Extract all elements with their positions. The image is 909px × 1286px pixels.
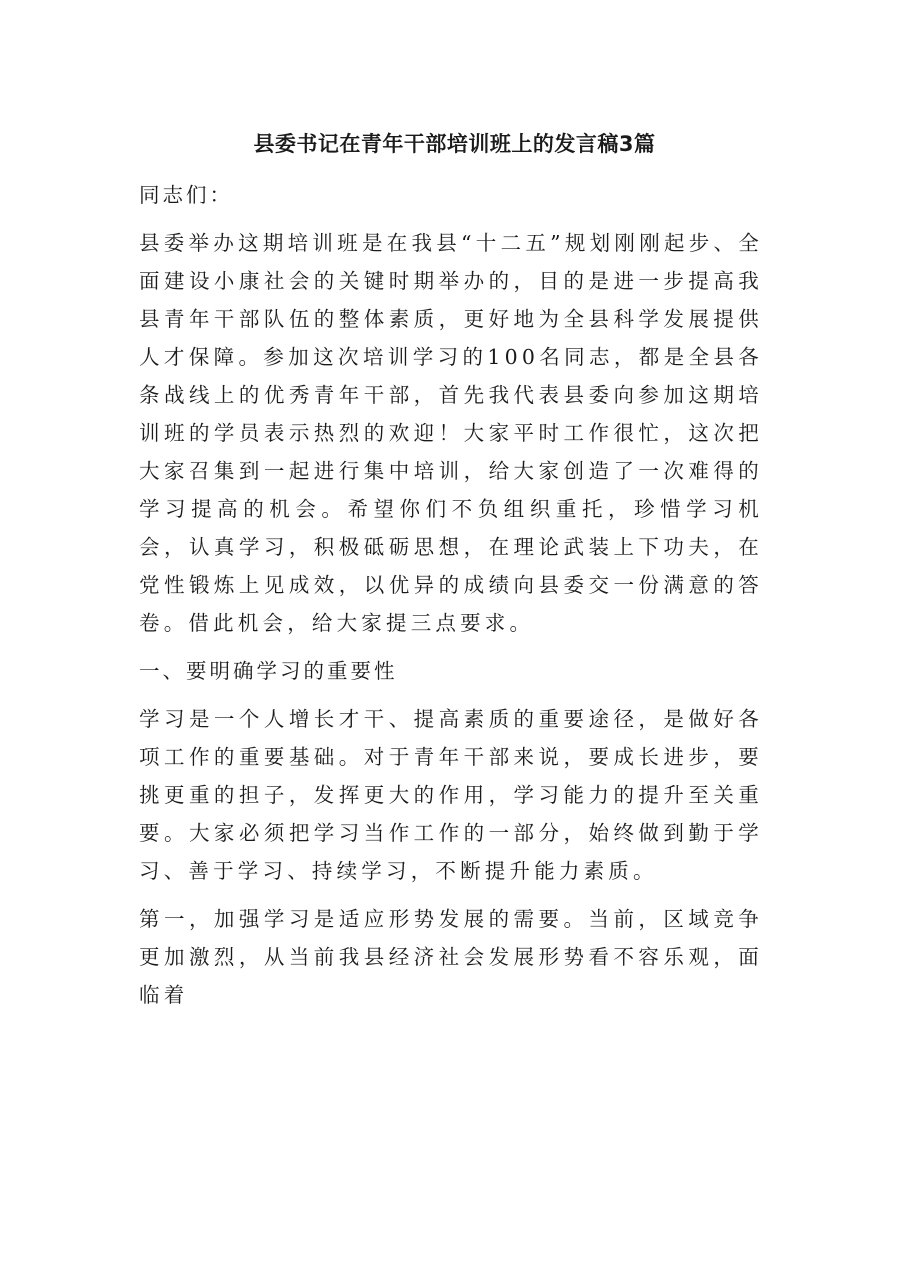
document-body (139, 176, 763, 1024)
document-title: 县委书记在青年干部培训班上的发言稿3篇 (253, 132, 656, 156)
section-1-paragraph: 学习是一个人增长才干、提高素质的重要途径，是做好各项工作的重要基础。对于青年干部来说，要成长进步，要挑更重的担子，发挥更大的作用，学习能力的提升至关重要。大家必须把学习当作工作的一部分，始终做到勤于学习、善于学习、持续学习，不断提升能力素质。 (139, 707, 763, 883)
point-1-paragraph: 第一，加强学习是适应形势发展的需要。当前，区域竞争更加激烈，从当前我县经济社会发展形势看不容乐观，面临着 (139, 907, 763, 1007)
intro-paragraph: 县委举办这期培训班是在我县“十二五”规划刚刚起步、全面建设小康社会的关键时期举办的，目的是进一步提高我县青年干部队伍的整体素质，更好地为全县科学发展提供人才保障。参加这次培训学习的100名同志，都是全县各条战线上的优秀青年干部，首先我代表县委向参加这期培训班的学员表示热烈的欢迎！大家平时工作很忙，这次把大家召集到一起进行集中培训，给大家创造了一次难得的学习提高的机会。希望你们不负组织重托，珍惜学习机会，认真学习，积极砥砺思想，在理论武装上下功夫，在党性锻炼上见成效，以优异的成绩向县委交一份满意的答卷。借此机会，给大家提三点要求。 (139, 231, 763, 635)
section-heading-1: 一、要明确学习的重要性 (139, 659, 398, 683)
salutation-paragraph: 同志们： (139, 183, 233, 207)
